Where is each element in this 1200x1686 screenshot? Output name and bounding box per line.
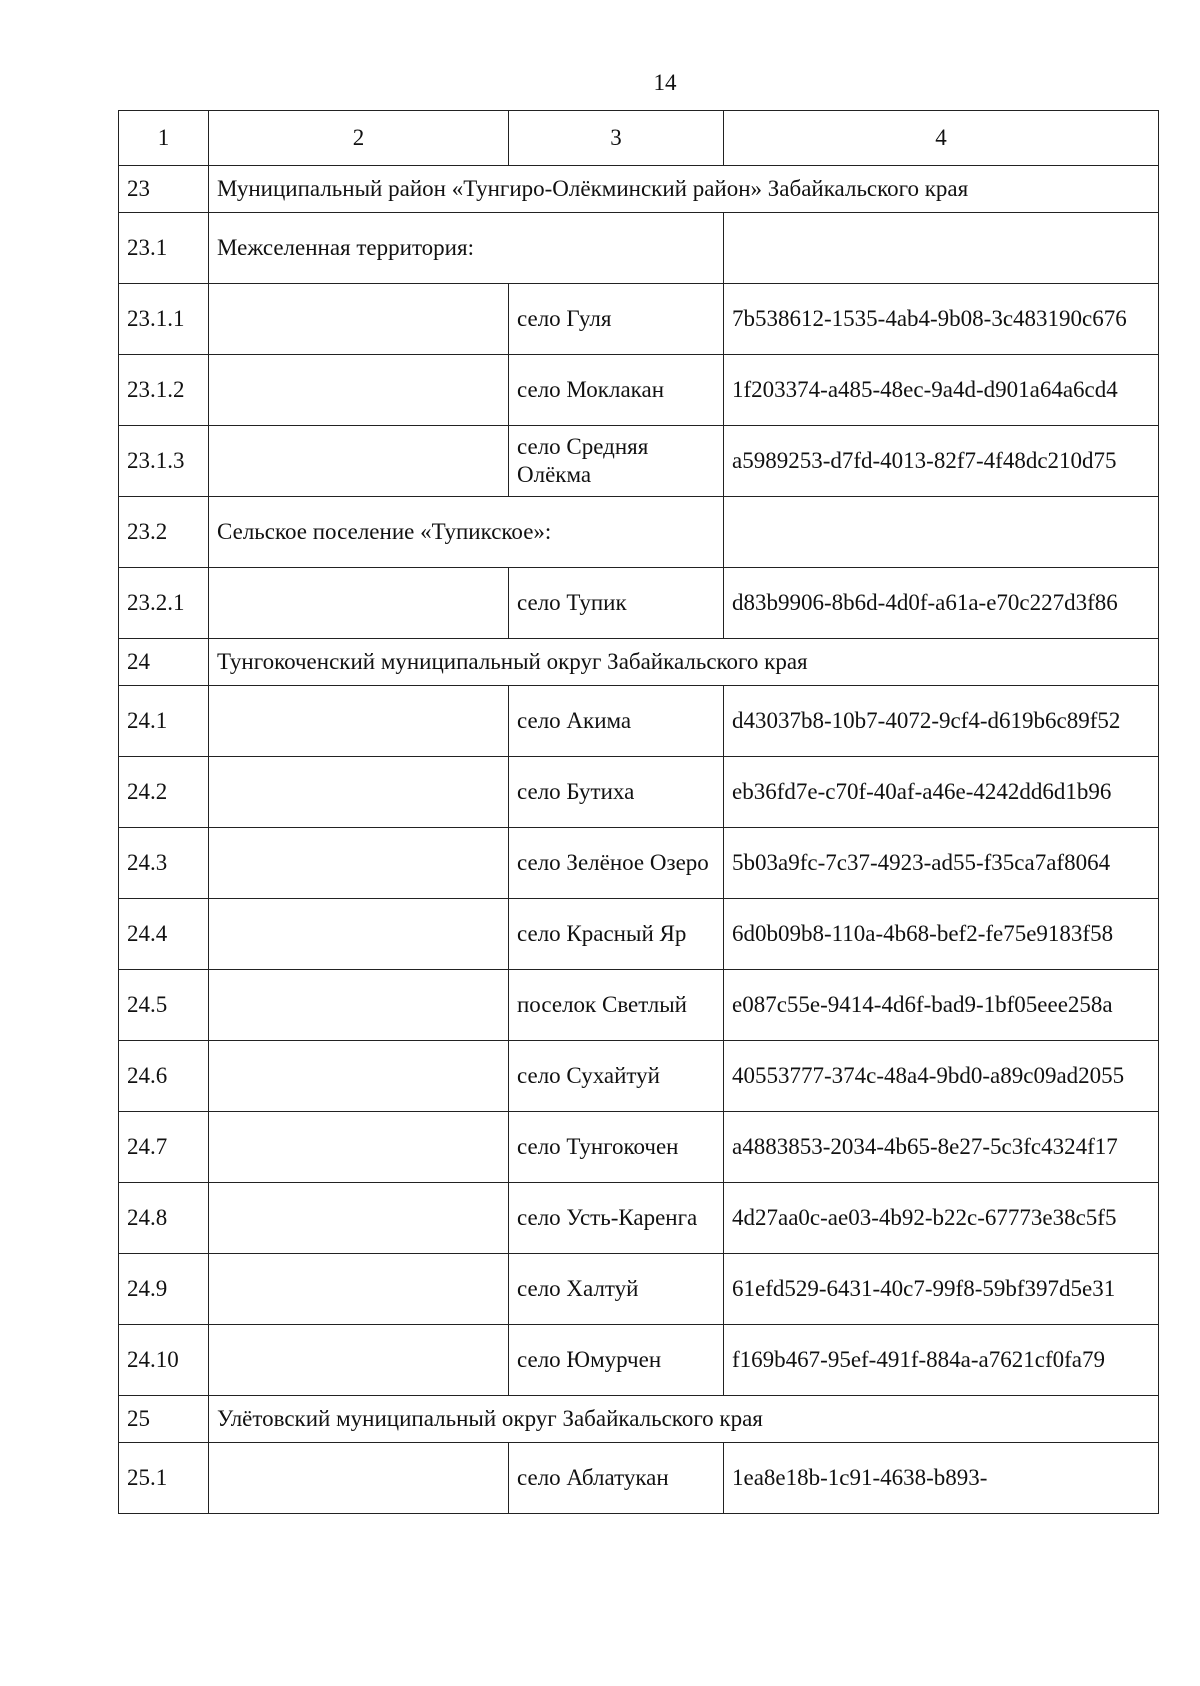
table-body [119,111,1159,1514]
row-number: 23.2.1 [119,568,209,639]
row-number: 24.7 [119,1112,209,1183]
settlement-row [119,284,1159,355]
settlement-name: село Тупик [509,568,724,639]
settlement-id: 61efd529-6431-40c7-99f8-59bf397d5e31 [724,1254,1159,1325]
subgroup-name: Межселенная территория: [209,213,724,284]
header-cell-1: 1 [119,111,209,166]
empty-cell [724,497,1159,568]
settlement-id: 1ea8e18b-1c91-4638-b893- [724,1443,1159,1514]
settlement-name: село Юмурчен [509,1325,724,1396]
empty-cell [209,568,509,639]
header-cell-3: 3 [509,111,724,166]
group-row [119,1396,1159,1443]
settlement-row [119,355,1159,426]
row-number: 24.1 [119,686,209,757]
empty-cell [724,213,1159,284]
empty-cell [209,899,509,970]
settlement-row [119,1183,1159,1254]
settlement-row [119,686,1159,757]
settlement-id: a5989253-d7fd-4013-82f7-4f48dc210d75 [724,426,1159,497]
settlement-name: село Тунгокочен [509,1112,724,1183]
settlement-id: 4d27aa0c-ae03-4b92-b22c-67773e38c5f5 [724,1183,1159,1254]
empty-cell [209,970,509,1041]
settlement-row [119,970,1159,1041]
settlement-row [119,899,1159,970]
settlements-table [118,110,1159,1514]
empty-cell [209,1325,509,1396]
settlement-name: село Зелёное Озеро [509,828,724,899]
group-row [119,166,1159,213]
settlement-name: село Гуля [509,284,724,355]
empty-cell [209,1254,509,1325]
group-name: Тунгокоченский муниципальный округ Забайкальского края [209,639,1159,686]
settlement-id: 5b03a9fc-7c37-4923-ad55-f35ca7af8064 [724,828,1159,899]
header-row [119,111,1159,166]
settlement-name: село Аблатукан [509,1443,724,1514]
header-cell-4: 4 [724,111,1159,166]
empty-cell [209,686,509,757]
subgroup-name: Сельское поселение «Тупикское»: [209,497,724,568]
row-number: 23.1.3 [119,426,209,497]
row-number: 24.8 [119,1183,209,1254]
group-row [119,639,1159,686]
empty-cell [209,1443,509,1514]
empty-cell [209,355,509,426]
row-number: 25.1 [119,1443,209,1514]
page-number: 14 [653,70,677,95]
settlement-id: 7b538612-1535-4ab4-9b08-3c483190c676 [724,284,1159,355]
empty-cell [209,1112,509,1183]
row-number: 24.5 [119,970,209,1041]
settlement-row [119,1443,1159,1514]
settlement-id: d83b9906-8b6d-4d0f-a61a-e70c227d3f86 [724,568,1159,639]
settlement-id: e087c55e-9414-4d6f-bad9-1bf05eee258a [724,970,1159,1041]
empty-cell [209,426,509,497]
row-number: 24.10 [119,1325,209,1396]
settlement-id: 40553777-374c-48a4-9bd0-a89c09ad2055 [724,1041,1159,1112]
settlement-name: село Усть-Каренга [509,1183,724,1254]
settlement-row [119,1325,1159,1396]
row-number: 23.2 [119,497,209,568]
empty-cell [209,1183,509,1254]
row-number: 24.3 [119,828,209,899]
settlement-name: село Средняя Олёкма [509,426,724,497]
group-name: Улётовский муниципальный округ Забайкальского края [209,1396,1159,1443]
row-number: 23.1.2 [119,355,209,426]
subgroup-row [119,497,1159,568]
group-name: Муниципальный район «Тунгиро-Олёкминский район» Забайкальского края [209,166,1159,213]
settlement-name: село Бутиха [509,757,724,828]
settlement-id: f169b467-95ef-491f-884a-a7621cf0fa79 [724,1325,1159,1396]
empty-cell [209,1041,509,1112]
settlement-row [119,426,1159,497]
settlement-row [119,1041,1159,1112]
empty-cell [209,828,509,899]
settlement-row [119,568,1159,639]
settlement-name: поселок Светлый [509,970,724,1041]
settlement-row [119,1254,1159,1325]
settlement-name: село Красный Яр [509,899,724,970]
subgroup-row [119,213,1159,284]
row-number: 23.1.1 [119,284,209,355]
row-number: 23 [119,166,209,213]
settlement-name: село Халтуй [509,1254,724,1325]
settlement-name: село Акима [509,686,724,757]
empty-cell [209,284,509,355]
row-number: 24.4 [119,899,209,970]
settlement-id: eb36fd7e-c70f-40af-a46e-4242dd6d1b96 [724,757,1159,828]
settlement-name: село Моклакан [509,355,724,426]
row-number: 24.9 [119,1254,209,1325]
settlement-row [119,1112,1159,1183]
header-cell-2: 2 [209,111,509,166]
settlement-id: 6d0b09b8-110a-4b68-bef2-fe75e9183f58 [724,899,1159,970]
settlement-row [119,828,1159,899]
row-number: 23.1 [119,213,209,284]
settlement-name: село Сухайтуй [509,1041,724,1112]
row-number: 24.6 [119,1041,209,1112]
settlement-row [119,757,1159,828]
row-number: 24.2 [119,757,209,828]
settlement-id: a4883853-2034-4b65-8e27-5c3fc4324f17 [724,1112,1159,1183]
settlement-id: 1f203374-a485-48ec-9a4d-d901a64a6cd4 [724,355,1159,426]
empty-cell [209,757,509,828]
row-number: 25 [119,1396,209,1443]
row-number: 24 [119,639,209,686]
settlement-id: d43037b8-10b7-4072-9cf4-d619b6c89f52 [724,686,1159,757]
